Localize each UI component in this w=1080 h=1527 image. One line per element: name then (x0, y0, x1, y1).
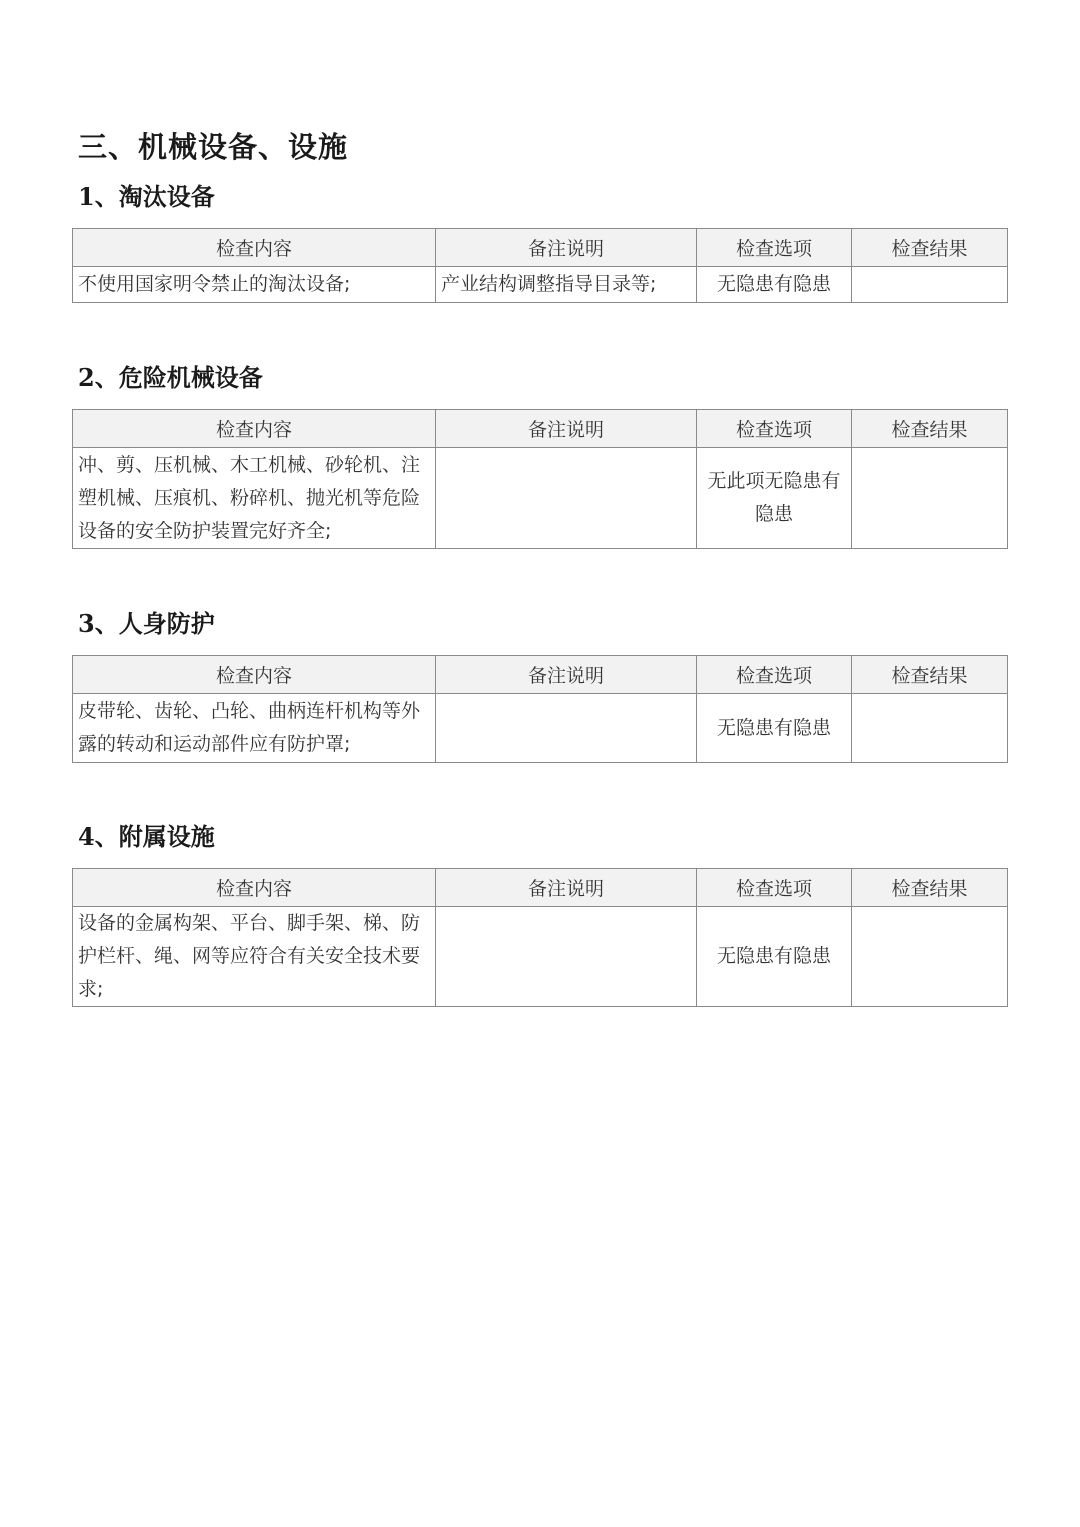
header-note: 备注说明 (436, 229, 697, 267)
check-content-cell: 皮带轮、齿轮、凸轮、曲柄连杆机构等外露的转动和运动部件应有防护罩; (73, 694, 436, 763)
check-option-cell[interactable]: 无隐患有隐患 (697, 694, 852, 763)
note-cell (436, 907, 697, 1007)
header-check-content: 检查内容 (73, 869, 436, 907)
table-personal-protection (72, 655, 1008, 763)
check-result-cell[interactable] (852, 907, 1008, 1007)
check-option-cell[interactable]: 无隐患有隐患 (697, 907, 852, 1007)
header-check-result: 检查结果 (852, 869, 1008, 907)
check-content-cell: 设备的金属构架、平台、脚手架、梯、防护栏杆、绳、网等应符合有关安全技术要求; (73, 907, 436, 1007)
header-check-option: 检查选项 (697, 656, 852, 694)
check-content-cell: 不使用国家明令禁止的淘汰设备; (73, 267, 436, 303)
header-check-option: 检查选项 (697, 229, 852, 267)
header-note: 备注说明 (436, 656, 697, 694)
section-title-dangerous-machinery: 2、危险机械设备 (78, 363, 263, 392)
check-result-cell[interactable] (852, 267, 1008, 303)
table-header-row (73, 410, 1008, 448)
table-header-row (73, 656, 1008, 694)
check-option-cell[interactable]: 无此项无隐患有隐患 (697, 448, 852, 549)
header-check-result: 检查结果 (852, 229, 1008, 267)
check-content-cell: 冲、剪、压机械、木工机械、砂轮机、注塑机械、压痕机、粉碎机、抛光机等危险设备的安全防护装置完好齐全; (73, 448, 436, 549)
note-cell: 产业结构调整指导目录等; (436, 267, 697, 303)
table-dangerous-machinery (72, 409, 1008, 549)
table-auxiliary-facilities (72, 868, 1008, 1007)
table-row (73, 267, 1008, 303)
page-title: 三、机械设备、设施 (78, 130, 349, 164)
section-title-personal-protection: 3、人身防护 (78, 609, 215, 638)
table-header-row (73, 229, 1008, 267)
header-check-option: 检查选项 (697, 869, 852, 907)
header-check-result: 检查结果 (852, 656, 1008, 694)
header-check-content: 检查内容 (73, 229, 436, 267)
check-result-cell[interactable] (852, 448, 1008, 549)
section-title-obsolete-equipment: 1、淘汰设备 (78, 182, 215, 211)
note-cell (436, 448, 697, 549)
table-obsolete-equipment (72, 228, 1008, 303)
check-result-cell[interactable] (852, 694, 1008, 763)
table-row (73, 448, 1008, 549)
section-title-auxiliary-facilities: 4、附属设施 (78, 822, 215, 851)
header-note: 备注说明 (436, 410, 697, 448)
table-row (73, 907, 1008, 1007)
header-note: 备注说明 (436, 869, 697, 907)
table-row (73, 694, 1008, 763)
note-cell (436, 694, 697, 763)
table-header-row (73, 869, 1008, 907)
header-check-option: 检查选项 (697, 410, 852, 448)
header-check-content: 检查内容 (73, 656, 436, 694)
check-option-cell[interactable]: 无隐患有隐患 (697, 267, 852, 303)
header-check-content: 检查内容 (73, 410, 436, 448)
header-check-result: 检查结果 (852, 410, 1008, 448)
